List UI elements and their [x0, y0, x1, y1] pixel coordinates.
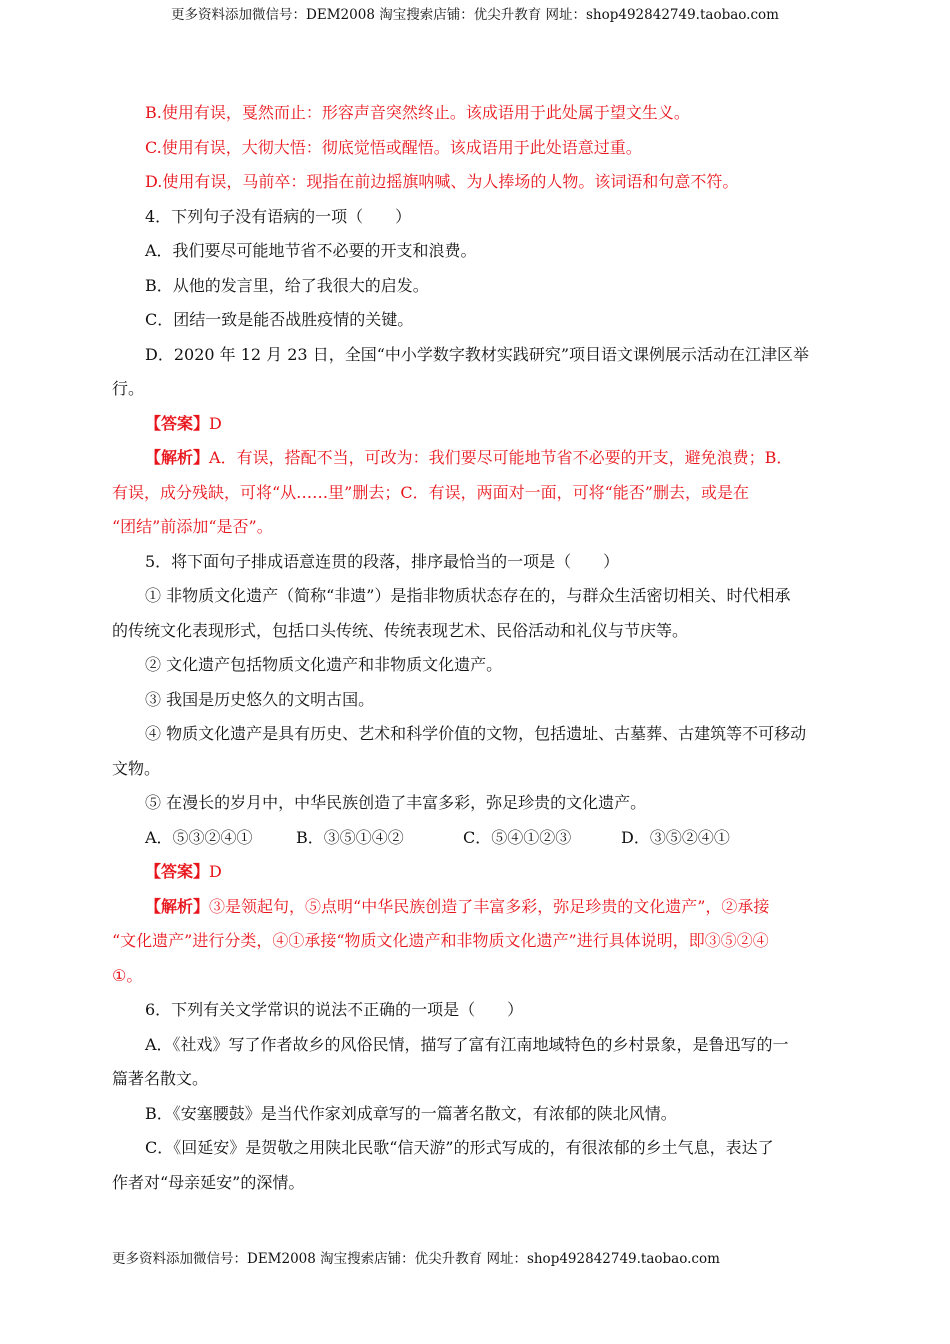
- q6-option-b: B．《安塞腰鼓》是当代作家刘成章写的一篇著名散文，有浓郁的陕北风情。: [145, 1103, 677, 1123]
- q6-option-c-cont: 作者对“母亲延安”的深情。: [112, 1172, 305, 1192]
- answer-label: 【答案】: [145, 413, 210, 433]
- explain-text: ③是领起句，⑤点明“中华民族创造了丰富多彩，弥足珍贵的文化遗产”，②承接: [209, 896, 770, 916]
- answer-value: D: [209, 862, 222, 881]
- q5-sentence-1: ① 非物质文化遗产（简称“非遗”）是指非物质状态存在的，与群众生活密切相关、时代相承: [145, 586, 791, 605]
- q4-option-a: A．我们要尽可能地节省不必要的开支和浪费。: [145, 241, 477, 260]
- q3-explain-b: B.使用有误，戛然而止：形容声音突然终止。该成语用于此处属于望文生义。: [145, 103, 690, 122]
- q4-answer: [112, 407, 838, 442]
- q6-option-a-cont: 篇著名散文。: [112, 1069, 209, 1088]
- q4-explain: [112, 441, 838, 476]
- document-body: [112, 96, 838, 1200]
- explain-label: 【解析】: [145, 896, 210, 916]
- q5-explain-cont: “文化遗产”进行分类，④①承接“物质文化遗产和非物质文化遗产”进行具体说明，即③⑤②④: [112, 931, 769, 950]
- q5-option-c: C．⑤④①②③: [463, 827, 572, 847]
- page-footer: 更多资料添加微信号：DEM2008 淘宝搜索店铺：优尖升教育 网址：shop492842749.taobao.com: [112, 1251, 720, 1267]
- q5-sentence-5: ⑤ 在漫长的岁月中，中华民族创造了丰富多彩，弥足珍贵的文化遗产。: [145, 793, 647, 812]
- page-header: 更多资料添加微信号：DEM2008 淘宝搜索店铺：优尖升教育 网址：shop492842749.taobao.com: [171, 7, 779, 23]
- q4-explain-cont: 有误，成分残缺，可将“从……里”删去；C．有误，两面对一面，可将“能否”删去，或是在: [112, 482, 749, 502]
- q5-options: [112, 821, 838, 856]
- q4-stem: 4．下列句子没有语病的一项（ ）: [145, 206, 412, 226]
- q4-explain-cont: “团结”前添加“是否”。: [112, 517, 273, 536]
- q5-answer: [112, 855, 838, 890]
- explain-text: A．有误，搭配不当，可改为：我们要尽可能地节省不必要的开支，避免浪费；B．: [209, 448, 793, 467]
- q6-stem: 6．下列有关文学常识的说法不正确的一项是（ ）: [145, 1000, 524, 1019]
- q6-option-c: C．《回延安》是贺敬之用陕北民歌“信天游”的形式写成的，有很浓郁的乡土气息，表达了: [145, 1138, 774, 1157]
- q5-explain-cont: ①。: [112, 965, 143, 985]
- q5-stem: 5．将下面句子排成语意连贯的段落，排序最恰当的一项是（ ）: [145, 551, 620, 571]
- q5-sentence-1-cont: 的传统文化表现形式，包括口头传统、传统表现艺术、民俗活动和礼仪与节庆等。: [112, 620, 689, 640]
- q5-sentence-4-cont: 文物。: [112, 758, 161, 778]
- q4-option-d: D．2020 年 12 月 23 日，全国“中小学数字教材实践研究”项目语文课例展示活动在江津区举: [145, 344, 810, 364]
- q5-sentence-3: ③ 我国是历史悠久的文明古国。: [145, 689, 375, 709]
- q5-explain: [112, 890, 838, 925]
- q6-option-a: A．《社戏》写了作者故乡的风俗民情，描写了富有江南地域特色的乡村景象，是鲁迅写的一: [145, 1034, 789, 1054]
- q5-option-d: D．③⑤②④①: [621, 827, 730, 847]
- q4-option-d-cont: 行。: [112, 379, 145, 398]
- q4-option-c: C．团结一致是能否战胜疫情的关键。: [145, 310, 414, 329]
- q5-option-b: B．③⑤①④②: [296, 827, 404, 847]
- q3-explain-d: D.使用有误，马前卒：现指在前边摇旗呐喊、为人捧场的人物。该词语和句意不符。: [145, 172, 739, 191]
- q3-explain-c: C.使用有误，大彻大悟：彻底觉悟或醒悟。该成语用于此处语意过重。: [145, 137, 642, 157]
- explain-label: 【解析】: [145, 448, 210, 467]
- q5-option-a: A．⑤③②④①: [145, 827, 253, 847]
- answer-label: 【答案】: [145, 862, 210, 881]
- q5-sentence-2: ② 文化遗产包括物质文化遗产和非物质文化遗产。: [145, 655, 503, 674]
- q4-option-b: B．从他的发言里，给了我很大的启发。: [145, 275, 429, 295]
- answer-value: D: [209, 413, 222, 433]
- q5-sentence-4: ④ 物质文化遗产是具有历史、艺术和科学价值的文物，包括遗址、古墓葬、古建筑等不可移动: [145, 724, 807, 743]
